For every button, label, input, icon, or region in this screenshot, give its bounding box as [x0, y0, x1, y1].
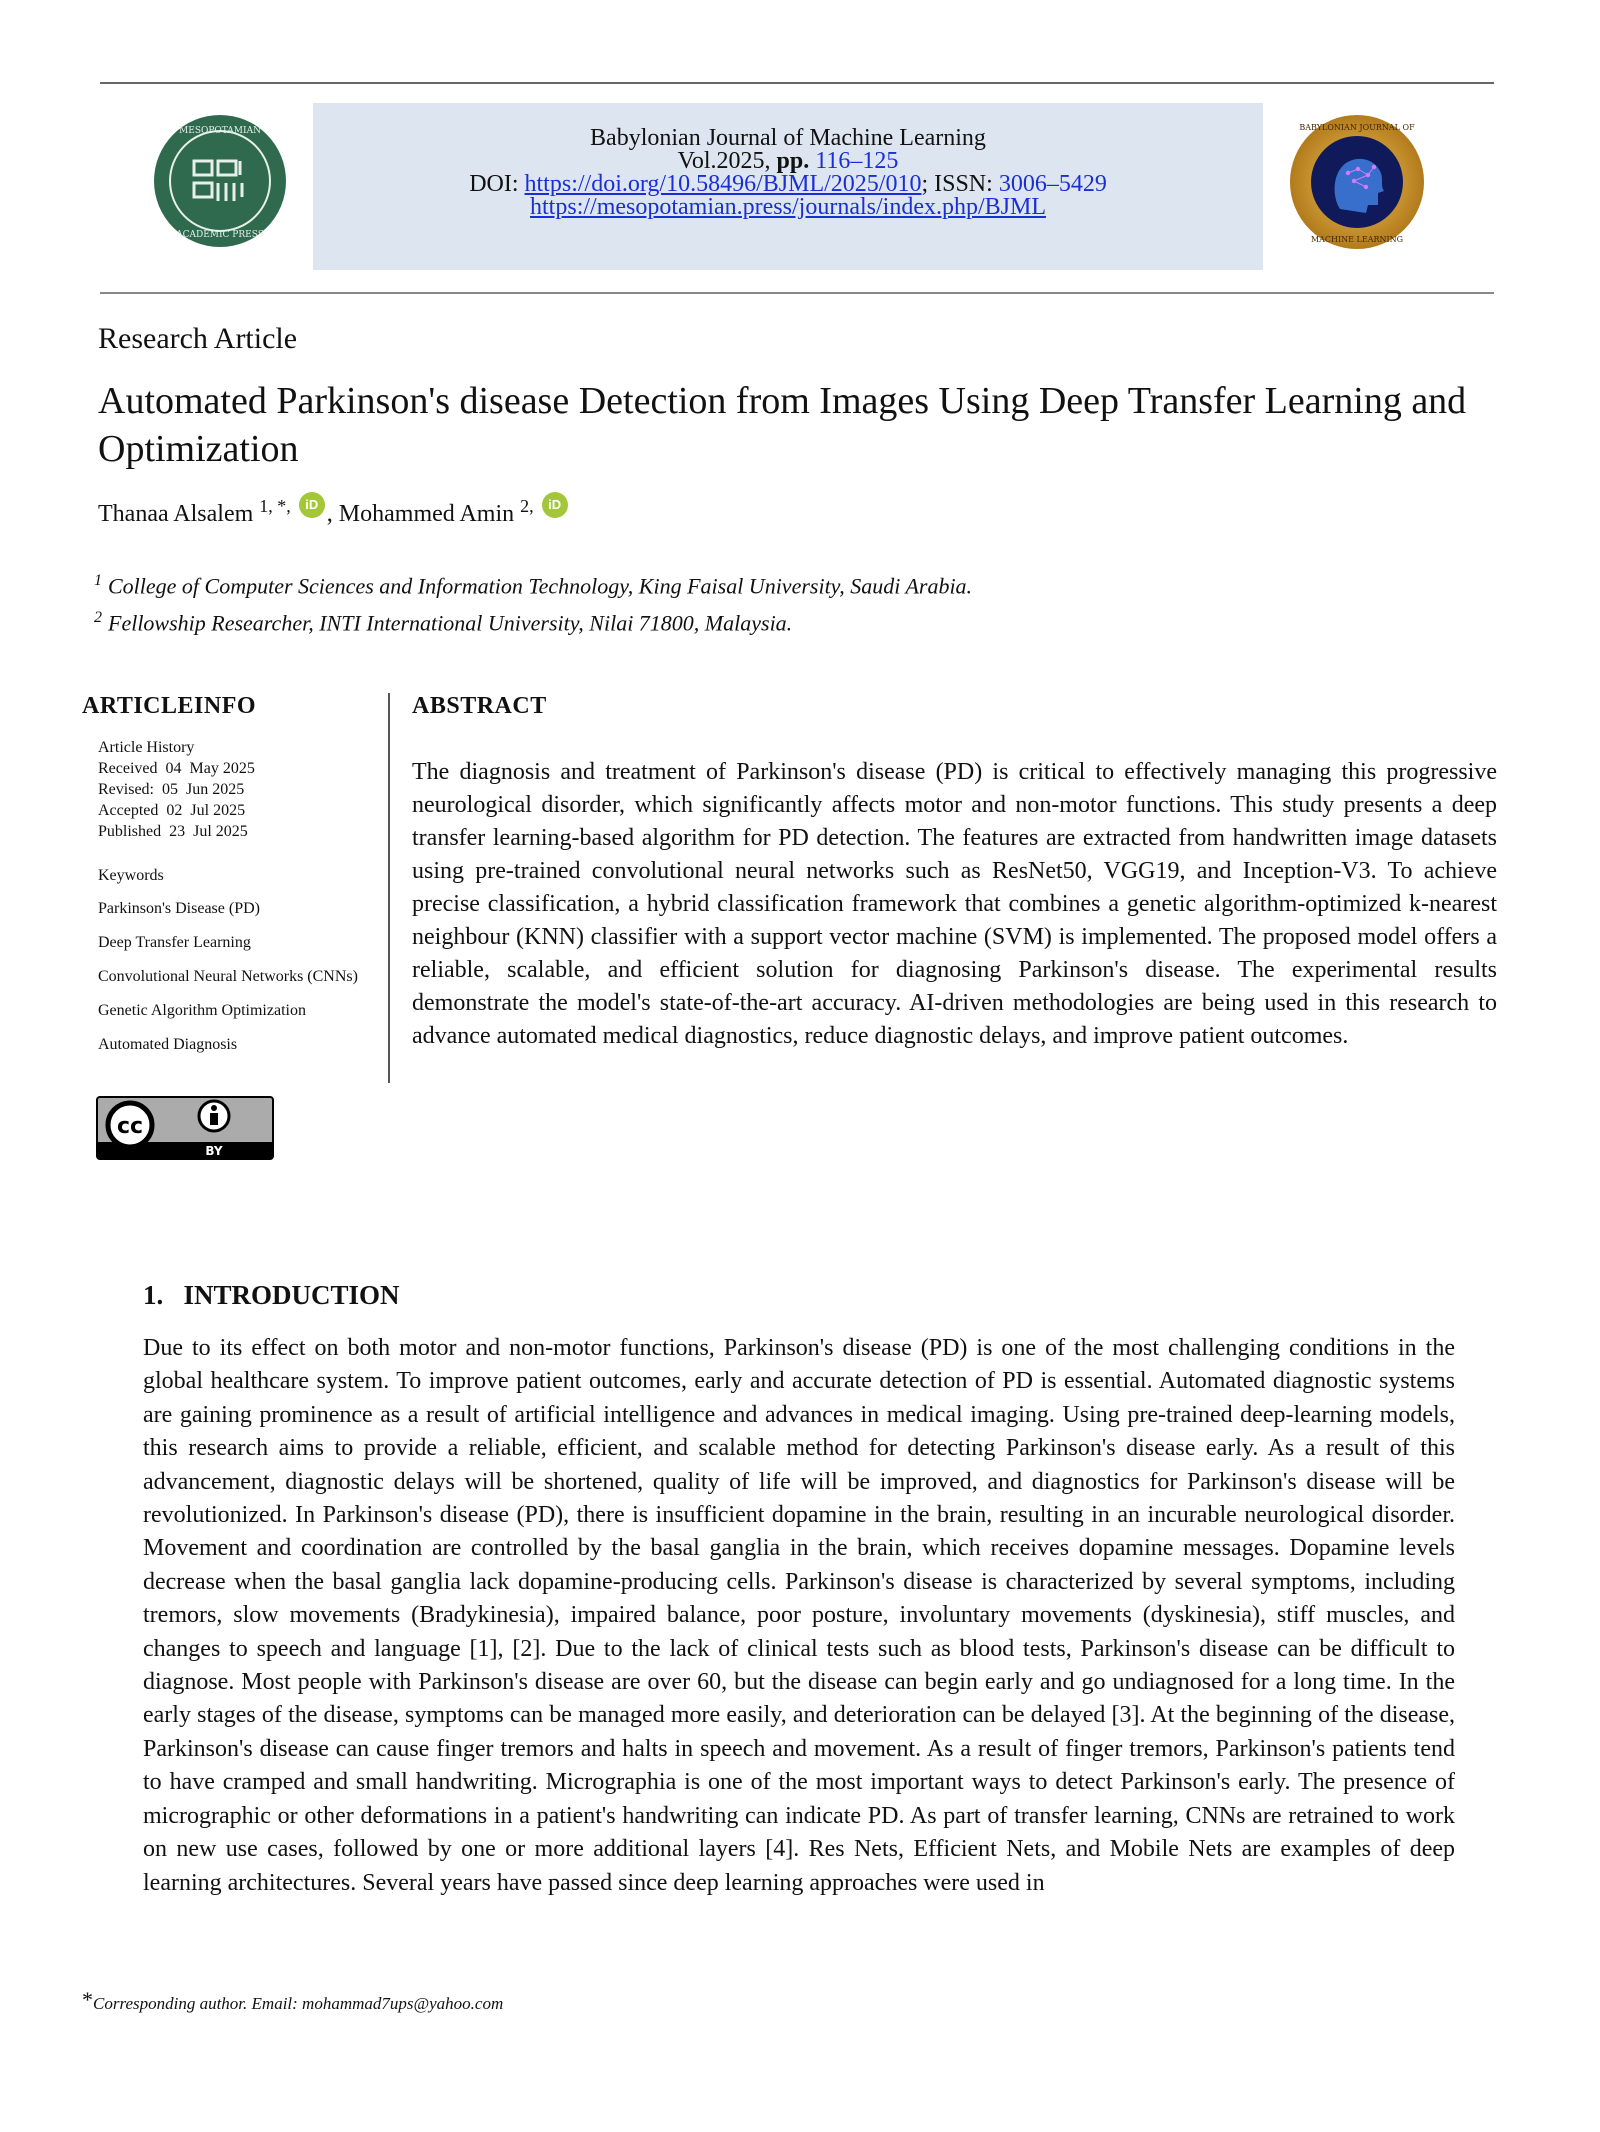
article-info-heading: ARTICLEINFO — [82, 693, 257, 719]
issn-value: 3006–5429 — [998, 171, 1107, 197]
svg-text:BABYLONIAN JOURNAL OF: BABYLONIAN JOURNAL OF — [1299, 123, 1415, 132]
affiliation: $^2$ Fellowship Researcher, INTI International University, Nilai 71800, Malaysia. — [94, 609, 793, 636]
keywords — [98, 867, 358, 1055]
author-name: , Mohammed Amin — [326, 501, 515, 527]
keywords-label: Keywords — [98, 867, 164, 884]
history-label: Article History — [98, 739, 195, 756]
article-type: Research Article — [98, 322, 298, 355]
section-heading: 1. INTRODUCTION — [143, 1280, 400, 1310]
header-top-rule — [100, 82, 1494, 84]
cc-by-license-icon[interactable] — [96, 1096, 274, 1160]
doi-line: DOI: https://doi.org/10.58496/BJML/2025/010; ISSN: 3006–5429 — [469, 171, 1107, 197]
author-affiliation-marker: 2, — [520, 496, 534, 516]
column-divider — [388, 693, 390, 1083]
affiliation: $^1$ College of Computer Sciences and Information Technology, King Faisal University, Saudi Arabia. — [94, 572, 973, 599]
section-body: Due to its effect on both motor and non-motor functions, Parkinson's disease (PD) is one of the most challenging conditions in the global healthcare system. To improve patient outcomes, early and accurate detection of PD is essential. Automated diagnostic systems are gaining prominence as a result of artificial intelligence and advances in medical imaging. Using pre-trained deep-learning models, this research aims to provide a reliable, efficient, and scalable method for detecting Parkinson's disease early. As a result of this advancement, diagnostic delays will be shortened, quality of life will be improved, and diagnostics for Parkinson's disease will be revolutionized. In Parkinson's disease (PD), there is insufficient dopamine in the brain, resulting in an incurable neurological disorder. Movement and coordination are controlled by the basal ganglia in the brain, which receives dopamine messages. Dopamine levels decrease when the basal ganglia lack dopamine-producing cells. Parkinson's disease is characterized by several symptoms, including tremors, slow movements (Bradykinesia), impaired balance, poor posture, involuntary movements (dyskinesia), stiff muscles, and changes to speech and language [1], [2]. Due to the lack of clinical tests such as blood tests, Parkinson's disease can be difficult to diagnose. Most people with Parkinson's disease are over 60, but the disease can begin early and go undiagnosed for a long time. In the early stages of the disease, symptoms can be managed more easily, and deterioration can be delayed [3]. At the beginning of the disease, Parkinson's disease can cause finger tremors and halts in speech and movement. As a result of finger tremors, Parkinson's patients tend to have cramped and small handwriting. Micrographia is one of the most important ways to detect Parkinson's early. The presence of micrographic or other deformations in a patient's handwriting can indicate PD. As part of transfer learning, CNNs are retrained to work on new use cases, followed by one or more additional layers [4]. Res Nets, Efficient Nets, and Mobile Nets are examples of deep learning architectures. Several years have passed since deep learning approaches were used in — [143, 1335, 1455, 1896]
journal-name: Babylonian Journal of Machine Learning — [590, 125, 986, 151]
history-revised: Revised: 05 Jun 2025 — [98, 781, 245, 798]
article-history — [98, 737, 255, 842]
history-published: Published 23 Jul 2025 — [98, 823, 248, 840]
author-list — [98, 492, 570, 528]
paper-title: Automated Parkinson's disease Detection from Images Using Deep Transfer Learning and Optimization — [98, 380, 1467, 470]
abstract-heading: ABSTRACT — [412, 693, 547, 719]
svg-text:ACADEMIC PRESS: ACADEMIC PRESS — [176, 230, 264, 240]
keyword: Genetic Algorithm Optimization — [98, 1002, 306, 1019]
history-accepted: Accepted 02 Jul 2025 — [98, 802, 246, 819]
journal-volume: Vol.2025, pp. 116–125 — [677, 148, 899, 174]
author-name: Thanaa Alsalem — [98, 501, 254, 527]
history-received: Received 04 May 2025 — [98, 760, 255, 777]
orcid-icon[interactable]: iD — [542, 492, 568, 518]
page-range: 116–125 — [815, 148, 899, 174]
svg-text:MESOPOTAMIAN: MESOPOTAMIAN — [179, 126, 261, 136]
abstract-body: The diagnosis and treatment of Parkinson's disease (PD) is critical to effectively managing this progressive neurological disorder, which significantly affects motor and non-motor functions. This study presents a deep transfer learning-based algorithm for PD detection. The features are extracted from handwritten image datasets using pre-trained convolutional neural networks such as ResNet50, VGG19, and Inception-V3. To achieve precise classification, a hybrid classification framework that combines a genetic algorithm-optimized k-nearest neighbour (KNN) classifier with a support vector machine (SVM) is implemented. The proposed model offers a reliable, scalable, and efficient solution for diagnosing Parkinson's disease. The experimental results demonstrate the model's state-of-the-art accuracy. AI-driven methodologies are being used in this research to advance automated medical diagnostics, reduce diagnostic delays, and improve patient outcomes. — [412, 759, 1497, 1049]
publisher-logo — [152, 113, 288, 249]
header-bottom-rule — [100, 292, 1494, 294]
orcid-icon[interactable]: iD — [299, 492, 325, 518]
journal-logo — [1288, 113, 1426, 251]
author-affiliation-marker: 1, *, — [259, 496, 291, 516]
license-badge-label: BY — [205, 1144, 223, 1158]
doi-link[interactable]: https://doi.org/10.58496/BJML/2025/010 — [524, 171, 922, 197]
keyword: Convolutional Neural Networks (CNNs) — [98, 968, 358, 985]
keyword: Automated Diagnosis — [98, 1036, 238, 1053]
svg-text:cc: cc — [116, 1114, 144, 1139]
keyword: Parkinson's Disease (PD) — [98, 900, 260, 917]
journal-info-box — [313, 103, 1263, 270]
keyword: Deep Transfer Learning — [98, 934, 251, 951]
corresponding-author-footnote: *Corresponding author. Email: mohammad7ups@yahoo.com — [82, 1987, 504, 2013]
journal-url-link[interactable]: https://mesopotamian.press/journals/index.php/BJML — [530, 194, 1046, 220]
svg-text:MACHINE LEARNING: MACHINE LEARNING — [1310, 235, 1404, 244]
